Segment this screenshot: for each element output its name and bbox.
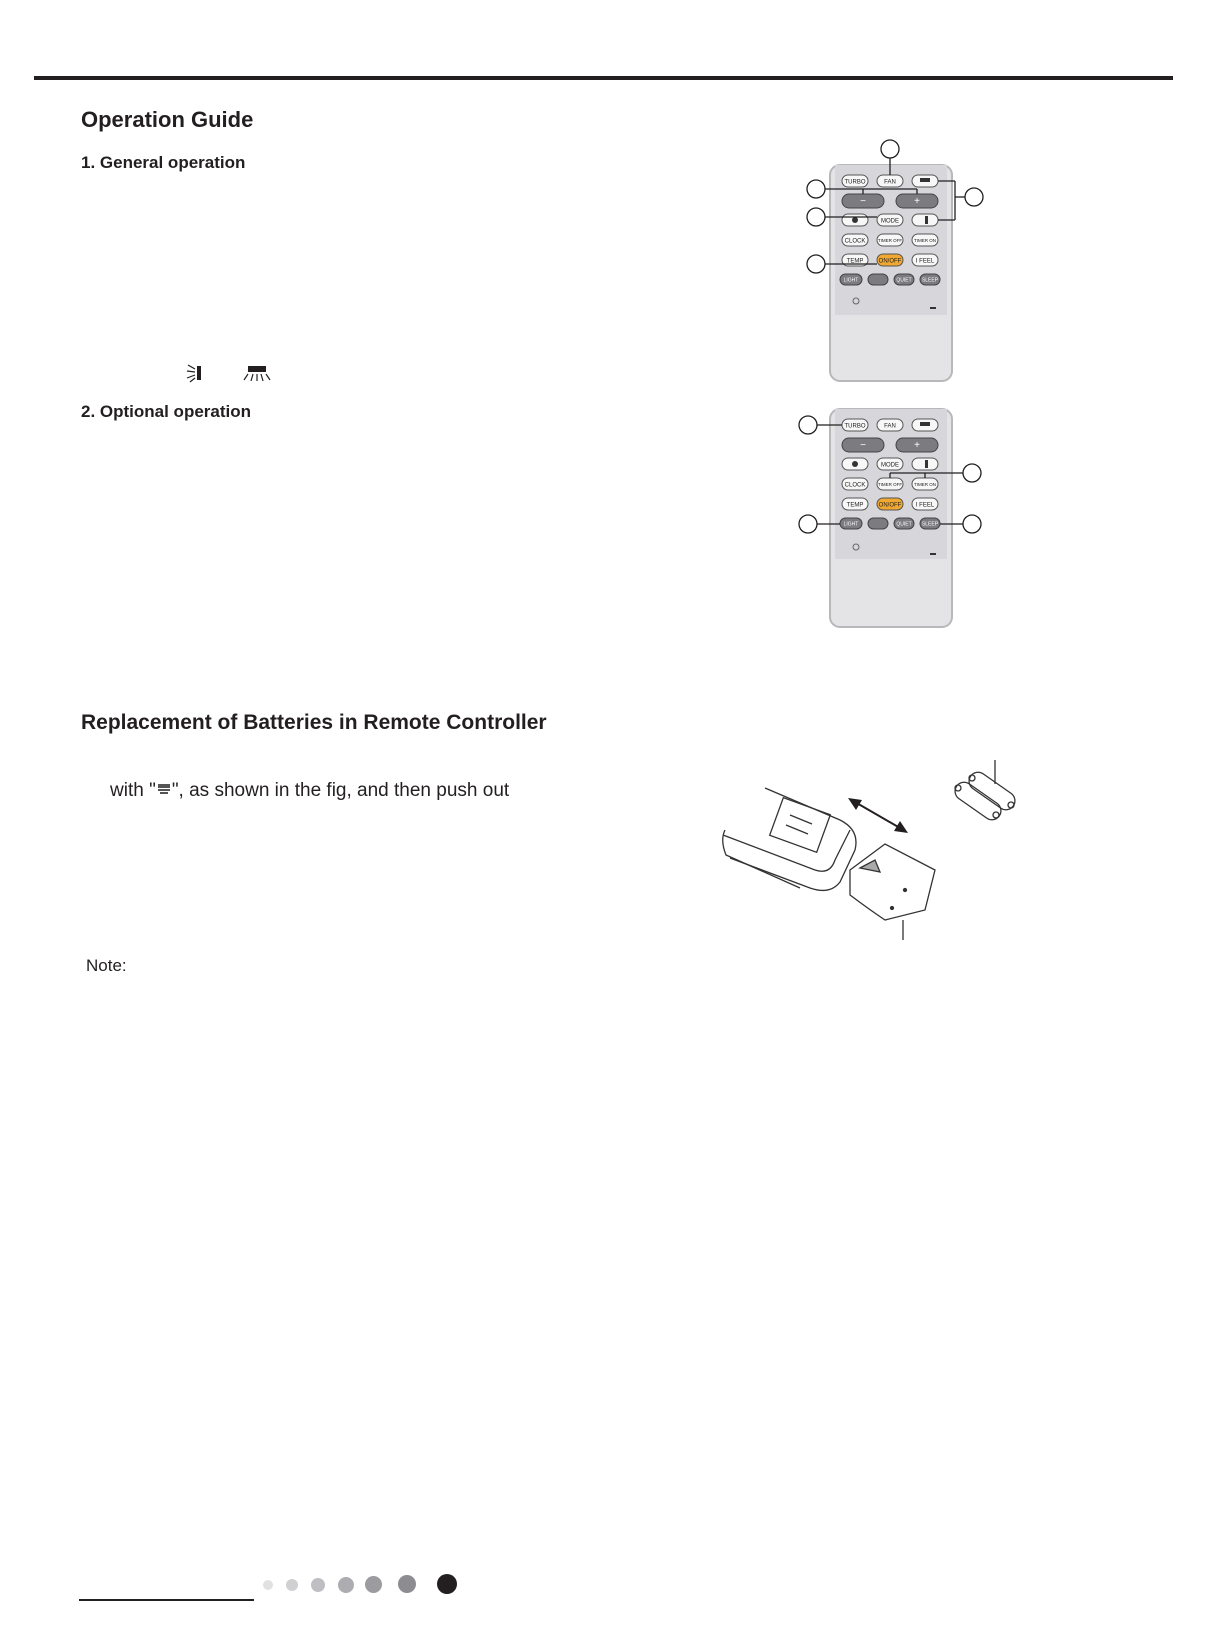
light-label: LIGHT <box>843 521 859 528</box>
on-off-label: ON/OFF <box>878 502 902 509</box>
mode-label: MODE <box>881 462 899 469</box>
progress-dot <box>263 1580 273 1590</box>
optional-operation-heading: 2. Optional operation <box>81 402 252 421</box>
battery-section-title: Replacement of Batteries in Remote Controller <box>81 711 547 734</box>
vertical-swing-icon <box>925 216 928 224</box>
battery-replacement-figure <box>720 760 1030 940</box>
on-off-label: ON/OFF <box>878 258 902 265</box>
blank-button[interactable] <box>868 274 888 285</box>
callout-circle <box>799 515 817 533</box>
sleep-label: SLEEP <box>921 277 939 284</box>
vertical-swing-icon <box>925 460 928 468</box>
callout-circle <box>963 515 981 533</box>
light-label: LIGHT <box>843 277 859 284</box>
callout-circle <box>963 464 981 482</box>
sleep-label: SLEEP <box>921 521 939 528</box>
callout-circle <box>807 255 825 273</box>
mode-label: MODE <box>881 218 899 225</box>
fan-label: FAN <box>884 423 896 430</box>
minus-label: − <box>860 440 866 451</box>
horizontal-swing-icon <box>920 422 930 426</box>
ifeel-label: I FEEL <box>915 502 935 509</box>
callout-circle <box>799 416 817 434</box>
progress-dot <box>365 1576 382 1593</box>
timer-off-label: TIMER OFF <box>877 482 903 487</box>
ifeel-label: I FEEL <box>915 258 935 265</box>
progress-dot <box>286 1579 298 1591</box>
fan-label: FAN <box>884 179 896 186</box>
turbo-label: TURBO <box>844 179 866 186</box>
battery-text-after: ", as shown in the fig, and then push out <box>171 780 510 802</box>
remote-mark <box>930 307 936 309</box>
progress-dot <box>398 1575 416 1593</box>
health-icon <box>852 461 858 467</box>
health-icon <box>852 217 858 223</box>
double-arrow-icon <box>848 798 908 833</box>
progress-dot-current <box>437 1574 457 1594</box>
blank-button[interactable] <box>868 518 888 529</box>
note-label: Note: <box>86 956 127 975</box>
remote-figure-general <box>790 135 990 385</box>
plus-label: + <box>914 196 920 207</box>
general-operation-heading: 1. General operation <box>81 153 246 172</box>
top-rule <box>34 76 1173 80</box>
section-title: Operation Guide <box>81 107 254 132</box>
timer-on-label: TIMER ON <box>914 482 936 487</box>
turbo-label: TURBO <box>844 423 866 430</box>
minus-label: − <box>860 196 866 207</box>
battery-instruction <box>110 780 509 802</box>
temp-label: TEMP <box>846 502 864 509</box>
quiet-label: QUIET <box>896 277 912 284</box>
push-arrow-icon <box>156 780 172 802</box>
clock-label: CLOCK <box>844 482 866 489</box>
battery-text-before: with " <box>110 780 156 802</box>
timer-on-label: TIMER ON <box>914 238 936 243</box>
callout-circle <box>965 188 983 206</box>
callout-circle <box>881 140 899 158</box>
callout-circle <box>807 180 825 198</box>
vertical-swing-icon <box>187 365 201 382</box>
timer-off-label: TIMER OFF <box>877 238 903 243</box>
horizontal-swing-icon <box>920 178 930 182</box>
battery-compartment <box>770 798 831 853</box>
battery-cover <box>850 844 935 940</box>
quiet-label: QUIET <box>896 521 912 528</box>
progress-dot <box>338 1577 354 1593</box>
remote-figure-optional <box>790 405 990 630</box>
callout-circle <box>807 208 825 226</box>
clock-label: CLOCK <box>844 238 866 245</box>
swing-icons <box>186 362 276 384</box>
plus-label: + <box>914 440 920 451</box>
batteries-icon <box>952 760 1019 823</box>
remote-back-outline <box>730 788 856 890</box>
progress-dot <box>311 1578 325 1592</box>
remote-mark <box>930 553 936 555</box>
horizontal-swing-icon <box>244 366 270 381</box>
bottom-rule <box>79 1599 254 1601</box>
temp-label: TEMP <box>846 258 864 265</box>
remote-edge <box>723 830 850 871</box>
